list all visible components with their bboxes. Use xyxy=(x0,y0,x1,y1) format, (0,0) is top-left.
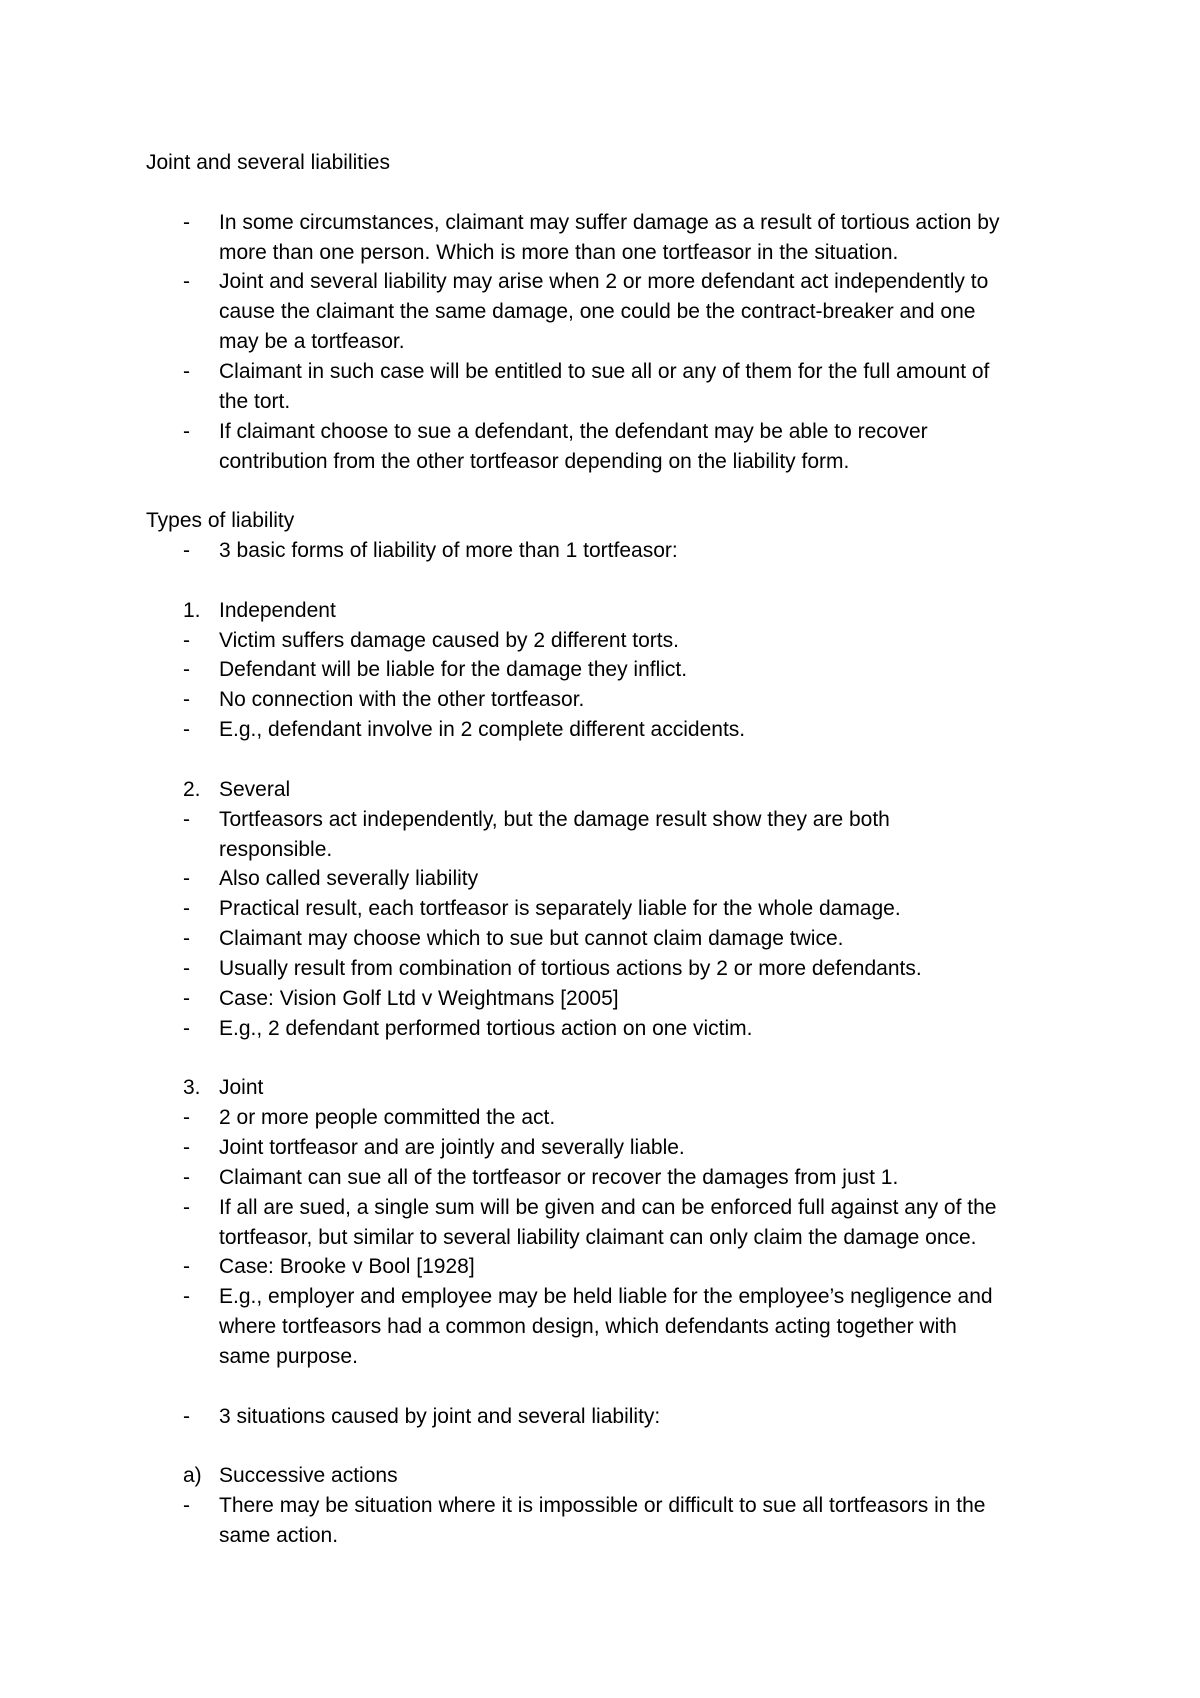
list-number: 2. xyxy=(183,777,201,801)
bullet-dash: - xyxy=(183,956,190,980)
bullet-text: Tortfeasors act independently, but the damage result show they are both xyxy=(219,807,890,831)
bullet-dash: - xyxy=(183,539,190,563)
bullet-text: 3 basic forms of liability of more than 1 tortfeasor: xyxy=(219,539,678,563)
bullet-text: Claimant may choose which to sue but cannot claim damage twice. xyxy=(219,927,844,951)
bullet-dash: - xyxy=(183,927,190,951)
list-item-title: Successive actions xyxy=(219,1464,398,1488)
bullet-text-cont: responsible. xyxy=(219,837,333,861)
bullet-text: Case: Vision Golf Ltd v Weightmans [2005] xyxy=(219,986,619,1010)
bullet-text-cont: tortfeasor, but similar to several liability claimant can only claim the damage once. xyxy=(219,1225,977,1249)
bullet-dash: - xyxy=(183,1106,190,1130)
bullet-dash: - xyxy=(183,1165,190,1189)
list-item-title: Several xyxy=(219,777,291,801)
bullet-text: Case: Brooke v Bool [1928] xyxy=(219,1255,475,1279)
list-item-title: Independent xyxy=(219,598,336,622)
bullet-dash: - xyxy=(183,807,190,831)
bullet-dash: - xyxy=(183,1494,190,1518)
bullet-dash: - xyxy=(183,359,190,383)
bullet-text: Claimant can sue all of the tortfeasor or recover the damages from just 1. xyxy=(219,1165,899,1189)
bullet-text: Defendant will be liable for the damage they inflict. xyxy=(219,658,688,682)
bullet-text: Victim suffers damage caused by 2 different torts. xyxy=(219,628,679,652)
bullet-text-cont: contribution from the other tortfeasor depending on the liability form. xyxy=(219,449,850,473)
bullet-dash: - xyxy=(183,897,190,921)
bullet-text: E.g., defendant involve in 2 complete different accidents. xyxy=(219,718,746,742)
bullet-text-cont: more than one person. Which is more than one tortfeasor in the situation. xyxy=(219,240,899,264)
bullet-text: No connection with the other tortfeasor. xyxy=(219,688,585,712)
bullet-dash: - xyxy=(183,270,190,294)
bullet-text: In some circumstances, claimant may suffer damage as a result of tortious action by xyxy=(219,210,1000,234)
bullet-dash: - xyxy=(183,1255,190,1279)
bullet-dash: - xyxy=(183,1404,190,1428)
bullet-dash: - xyxy=(183,986,190,1010)
bullet-text: Practical result, each tortfeasor is separately liable for the whole damage. xyxy=(219,897,901,921)
bullet-dash: - xyxy=(183,628,190,652)
list-item-title: Joint xyxy=(219,1076,264,1100)
bullet-dash: - xyxy=(183,1285,190,1309)
bullet-text: There may be situation where it is impossible or difficult to sue all tortfeasors in the xyxy=(219,1494,986,1518)
bullet-dash: - xyxy=(183,210,190,234)
bullet-dash: - xyxy=(183,419,190,443)
bullet-text: If all are sued, a single sum will be given and can be enforced full against any of the xyxy=(219,1195,997,1219)
bullet-text: Claimant in such case will be entitled to sue all or any of them for the full amount of xyxy=(219,359,990,383)
bullet-dash: - xyxy=(183,1195,190,1219)
bullet-dash: - xyxy=(183,867,190,891)
bullet-text-cont: cause the claimant the same damage, one could be the contract-breaker and one xyxy=(219,300,976,324)
bullet-dash: - xyxy=(183,688,190,712)
bullet-text: If claimant choose to sue a defendant, the defendant may be able to recover xyxy=(219,419,928,443)
bullet-text: Joint and several liability may arise when 2 or more defendant act independently to xyxy=(219,270,989,294)
bullet-text-cont: same purpose. xyxy=(219,1345,358,1368)
bullet-dash: - xyxy=(183,718,190,742)
bullet-text: 3 situations caused by joint and several liability: xyxy=(219,1404,661,1428)
bullet-text: Joint tortfeasor and are jointly and severally liable. xyxy=(219,1136,685,1160)
bullet-text: E.g., 2 defendant performed tortious action on one victim. xyxy=(219,1016,753,1040)
bullet-text: 2 or more people committed the act. xyxy=(219,1106,556,1130)
section-heading: Joint and several liabilities xyxy=(146,151,390,174)
bullet-text-cont: same action. xyxy=(219,1524,339,1548)
bullet-text: E.g., employer and employee may be held liable for the employee’s negligence and xyxy=(219,1285,993,1309)
bullet-text-cont: where tortfeasors had a common design, which defendants acting together with xyxy=(219,1315,957,1339)
bullet-dash: - xyxy=(183,1136,190,1160)
list-number: 3. xyxy=(183,1076,201,1100)
list-letter: a) xyxy=(183,1464,202,1488)
bullet-text: Also called severally liability xyxy=(219,867,479,891)
section-heading: Types of liability xyxy=(146,509,295,533)
list-number: 1. xyxy=(183,598,201,622)
bullet-text-cont: the tort. xyxy=(219,389,291,413)
bullet-dash: - xyxy=(183,658,190,682)
bullet-text: Usually result from combination of tortious actions by 2 or more defendants. xyxy=(219,956,922,980)
bullet-dash: - xyxy=(183,1016,190,1040)
bullet-text-cont: may be a tortfeasor. xyxy=(219,330,405,354)
